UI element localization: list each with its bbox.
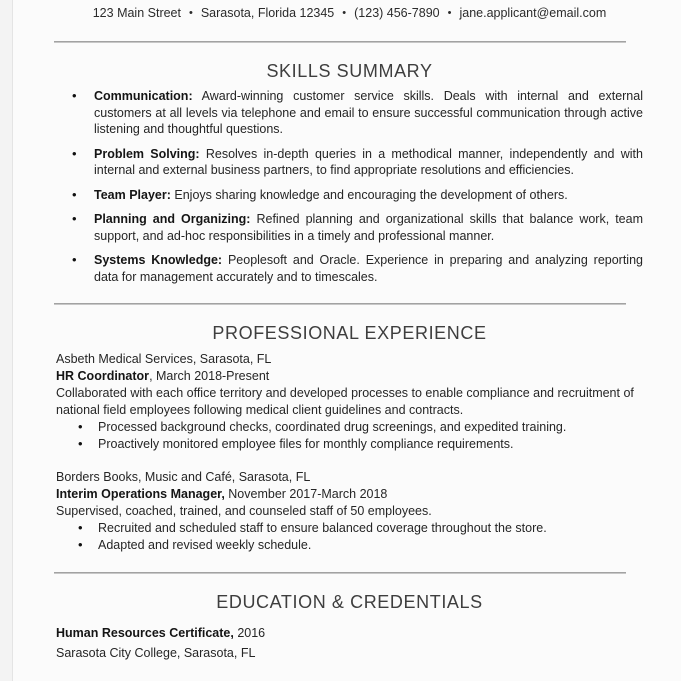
education-year: 2016 xyxy=(233,626,266,640)
job-bullet-list xyxy=(56,419,643,453)
skill-label: Team Player: xyxy=(94,187,171,202)
job-title-line xyxy=(56,368,643,385)
job-title: HR Coordinator xyxy=(56,369,150,383)
skill-text: Peoplesoft and Oracle. Experience in preparing and analyzing reporting data for management accurately and to timescales. xyxy=(94,253,643,284)
experience-heading: PROFESSIONAL EXPERIENCE xyxy=(212,323,487,343)
contact-address: 123 Main Street xyxy=(92,6,181,20)
experience-section xyxy=(56,351,643,554)
job-company: Asbeth Medical Services, Sarasota, FL xyxy=(56,352,272,366)
section-divider xyxy=(54,303,626,305)
skill-item xyxy=(56,88,643,138)
job-summary: Collaborated with each office territory and developed processes to enable compliance and recruitment of national field employees following medical client guidelines and contracts. xyxy=(56,386,634,417)
skill-text: Refined planning and organizational skills that balance work, team support, and ad-hoc responsibilities in a timely and professional manner. xyxy=(94,212,643,243)
job-entry xyxy=(56,469,643,554)
bullet-icon: • xyxy=(78,520,83,535)
job-bullet xyxy=(56,520,643,537)
bullet-icon: • xyxy=(72,145,77,161)
skill-text: Resolves in-depth queries in a methodical manner, independently and with internal and external business partners, to find appropriate resolutions and efficiencies. xyxy=(94,146,643,177)
skills-list xyxy=(56,88,643,285)
bullet-icon: • xyxy=(72,252,77,267)
job-bullet xyxy=(56,419,643,436)
skill-label: Communication: xyxy=(94,89,193,103)
job-bullet xyxy=(56,537,643,554)
skill-item xyxy=(56,146,643,179)
contact-email: jane.applicant@email.com xyxy=(459,6,607,20)
bullet-icon: • xyxy=(78,436,83,451)
job-dates: November 2017-March 2018 xyxy=(224,487,388,501)
education-school: Sarasota City College, Sarasota, FL xyxy=(56,646,256,660)
skill-label: Problem Solving: xyxy=(94,146,200,161)
resume-content xyxy=(56,0,643,662)
skills-heading: SKILLS SUMMARY xyxy=(266,61,433,81)
section-divider xyxy=(54,572,626,574)
education-degree: Human Resources Certificate, xyxy=(56,626,234,640)
job-dates: , March 2018-Present xyxy=(149,369,270,383)
job-bullet-text: Adapted and revised weekly schedule. xyxy=(98,538,312,552)
job-bullet-text: Recruited and scheduled staff to ensure balanced coverage throughout the store. xyxy=(98,521,547,535)
separator-dot: • xyxy=(188,7,193,19)
separator-dot: • xyxy=(447,7,452,19)
contact-city: Sarasota, Florida 12345 xyxy=(200,6,335,20)
skill-text: Award-winning customer service skills. Deals with internal and external customers at all levels via telephone and email to ensure successful communication through active listening and thoughtful questions. xyxy=(94,89,643,136)
separator-dot: • xyxy=(342,7,347,19)
education-heading: EDUCATION & CREDENTIALS xyxy=(216,592,483,612)
job-title-line xyxy=(56,486,643,503)
section-divider xyxy=(54,41,626,43)
bullet-icon: • xyxy=(72,88,77,103)
contact-line xyxy=(56,0,643,23)
job-title: Interim Operations Manager, xyxy=(56,487,225,501)
bullet-icon: • xyxy=(78,537,83,552)
skill-label: Systems Knowledge: xyxy=(94,253,223,267)
education-section xyxy=(56,624,643,662)
skill-item xyxy=(56,252,643,285)
skill-item xyxy=(56,187,643,204)
job-bullet xyxy=(56,436,643,453)
skill-label: Planning and Organizing: xyxy=(94,212,251,226)
job-summary: Supervised, coached, trained, and counseled staff of 50 employees. xyxy=(56,504,432,518)
bullet-icon: • xyxy=(72,186,77,202)
job-company: Borders Books, Music and Café, Sarasota, FL xyxy=(56,470,311,484)
bullet-icon: • xyxy=(78,419,83,434)
contact-phone: (123) 456-7890 xyxy=(354,6,440,20)
job-bullet-text: Processed background checks, coordinated drug screenings, and expedited training. xyxy=(98,420,567,434)
bullet-icon: • xyxy=(72,211,77,226)
page-left-edge xyxy=(0,0,13,681)
job-bullet-text: Proactively monitored employee files for monthly compliance requirements. xyxy=(98,437,514,451)
education-degree-line xyxy=(56,624,643,642)
job-bullet-list xyxy=(56,520,643,554)
job-entry xyxy=(56,351,643,453)
skill-item xyxy=(56,211,643,244)
skill-text: Enjoys sharing knowledge and encouraging the development of others. xyxy=(174,187,568,202)
